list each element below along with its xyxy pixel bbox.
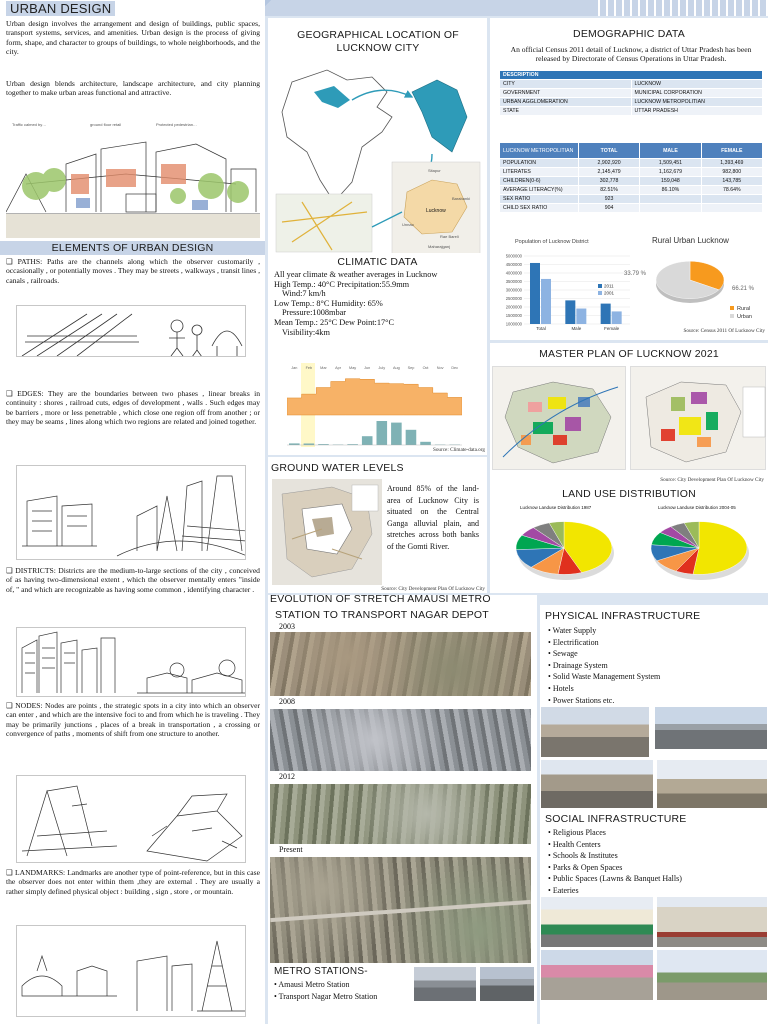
evolution-title-2: STATION TO TRANSPORT NAGAR DEPOT [275, 609, 489, 621]
legend-label: Rural [737, 306, 751, 312]
precipitation-bar [377, 421, 388, 445]
table-cell: 1,509,451 [640, 159, 701, 168]
table-cell: AVERAGE LITERACY(%) [500, 186, 579, 195]
table-cell: 159,048 [640, 177, 701, 186]
month-label: Jan [291, 366, 298, 370]
nodes-description: NODES: Nodes are points , the strategic spots in a city into which an observer can enter , and which are the intensive foci to and from which he is traveling . They may be primarily junctions , places of a break in transportation , a crossing or convergence of paths , moments of shift from one structure to another. [6, 701, 260, 739]
legend-swatch [730, 314, 734, 318]
map-label-raebareli: Rae Bareli [440, 234, 459, 239]
description-table [499, 70, 763, 116]
population-chart-title: Population of Lucknow District [515, 239, 589, 245]
table-cell: CHILD SEX RATIO [500, 204, 579, 213]
metro-title: METRO STATIONS- [274, 966, 368, 977]
bar-male-2011 [565, 300, 575, 324]
table-cell: 86.10% [640, 186, 701, 195]
bar-male-2001 [576, 309, 586, 324]
edges-description: EDGES: They are the boundaries between two phases , linear breaks in continuity : shores , railroad cuts, edges of development , walls . Such edges may be barriers , more or less penetrable , which close one region off from another ; or they may be seams , lines along which two regions are related and joined together. [6, 389, 260, 427]
bar-total-2011 [530, 263, 540, 324]
climate-line-5: Pressure:1008mbar [282, 308, 347, 318]
urban-street-sketch [6, 114, 260, 238]
edges-sketch [16, 465, 246, 560]
list-item: • Sewage [548, 648, 660, 660]
social-title: SOCIAL INFRASTRUCTURE [545, 813, 687, 825]
precipitation-bar [406, 430, 417, 445]
svg-text:Traffic calmed by…: Traffic calmed by… [12, 122, 47, 127]
map-label-lucknow: Lucknow [426, 208, 446, 214]
desc-value: MUNICIPAL CORPORATION [631, 89, 763, 98]
list-item: • Hotels [548, 683, 660, 695]
satellite-present [270, 857, 531, 963]
list-item: • Amausi Metro Station [274, 979, 377, 991]
legend-swatch [598, 284, 602, 288]
tick-label: 2000000 [505, 304, 522, 310]
tick-label: 3500000 [505, 279, 522, 284]
legend-label: Urban [737, 314, 752, 320]
social-list [548, 827, 682, 897]
paths-sketch [16, 305, 246, 357]
list-item: • Electrification [548, 637, 660, 649]
legend-label: 2001 [604, 290, 615, 296]
pie-2004-title: Lucknow Landuse Distribution 2004-05 [658, 505, 736, 510]
paths-description: PATHS: Paths are the channels along which the observer customarily , occasionally , or potentially moves . They may be streets , walkways , transit lines , canals , railroads. [6, 257, 260, 285]
legend-label: 2011 [604, 283, 614, 289]
master-plan-map-2 [630, 366, 766, 470]
climate-stats [274, 270, 484, 337]
precipitation-bar [289, 443, 300, 445]
year-label: 2012 [279, 772, 295, 781]
table-cell: 904 [578, 204, 639, 213]
list-item: • Health Centers [548, 839, 682, 851]
social-photo-3 [541, 950, 653, 1000]
land-use-pie-1987 [500, 512, 630, 588]
table-cell [701, 195, 762, 204]
table-cell: 302,778 [578, 177, 639, 186]
ground-water-text: Around 85% of the land-area of Lucknow City is situated on the Central Ganga alluvial plain, and stretches across both banks of the Gomti River. [387, 484, 479, 551]
pie-label: 33.79 % [624, 271, 647, 277]
tick-label: 4000000 [505, 270, 522, 276]
desc-value: LUCKNOW [631, 80, 763, 89]
climate-line-4: Low Temp.: 8°C Humidity: 65% [274, 298, 383, 308]
month-label: Apr [335, 366, 342, 370]
landmarks-description: LANDMARKS: Landmarks are another type of point-reference, but in this case the observer does not enter within them ,they are external . They are usually a rather simply defined physical object : building , sign , store , or mountain. [6, 868, 260, 896]
table-cell: CHILDREN(0-6) [500, 177, 579, 186]
india-map [272, 62, 482, 256]
map-label-barabanki: Barabanki [452, 196, 471, 201]
table-row [500, 168, 763, 177]
map-label-sitapur: Sitapur [428, 168, 441, 173]
table-header: FEMALE [701, 143, 762, 159]
table-cell: 923 [578, 195, 639, 204]
desc-key: GOVERNMENT [500, 89, 632, 98]
land-use-pie-2004 [635, 512, 765, 588]
satellite-2012 [270, 784, 531, 844]
month-label: Oct [422, 366, 429, 370]
table-cell [701, 204, 762, 213]
list-item: • Water Supply [548, 625, 660, 637]
checkbox-icon: ❑ [6, 701, 16, 710]
month-label: May [349, 366, 357, 370]
pie-label: 66.21 % [732, 286, 755, 292]
climate-line-3: Wind:7 km/h [282, 289, 326, 299]
geo-title: GEOGRAPHICAL LOCATION OF LUCKNOW CITY [297, 29, 459, 54]
climate-source: Source: Climate-data.org [432, 447, 485, 453]
landmarks-sketch [16, 925, 246, 1017]
table-cell [640, 204, 701, 213]
list-item: • Parks & Open Spaces [548, 862, 682, 874]
table-cell: 2,145,479 [578, 168, 639, 177]
climate-title: CLIMATIC DATA [337, 256, 418, 268]
climate-line-6: Mean Temp.: 25°C Dew Point:17°C [274, 317, 394, 327]
demographic-source: Source: Census 2011 Of Lucknow City [683, 328, 765, 334]
table-cell: 1,393,469 [701, 159, 762, 168]
desc-value: UTTAR PRADESH [631, 107, 763, 116]
checkbox-icon: ❑ [6, 389, 18, 398]
bar-female-2011 [601, 304, 611, 324]
districts-description: DISTRICTS: Districts are the medium-to-large sections of the city , conceived of as having two-dimensional extent , which the observer mentally enters "inside of, " and which are recognizable as having some common , identifying character . [6, 566, 260, 594]
list-item: • Religious Places [548, 827, 682, 839]
table-cell: 1,162,679 [640, 168, 701, 177]
pie-1987-title: Lucknow Landuse Distribution 1987 [520, 505, 592, 510]
edges-text [6, 389, 260, 427]
list-item: • Eateries [548, 885, 682, 897]
satellite-2008 [270, 709, 531, 771]
infra-photo-3 [541, 760, 653, 808]
table-cell: 82.51% [578, 186, 639, 195]
master-plan-map-1 [492, 366, 626, 470]
precipitation-bar [420, 442, 431, 445]
social-photo-2 [657, 897, 767, 947]
table-header: TOTAL [578, 143, 639, 159]
desc-key: URBAN AGGLOMERATION [500, 98, 632, 107]
master-plan-source: Source: City Development Plan Of Lucknow City [660, 477, 764, 483]
header-stripes [598, 0, 768, 16]
checkbox-icon: ❑ [6, 566, 16, 575]
bar-total-2001 [541, 279, 551, 324]
elements-title: ELEMENTS OF URBAN DESIGN [0, 241, 265, 255]
table-cell: 78.64% [701, 186, 762, 195]
map-label-unnao: Unnao [402, 222, 414, 227]
infra-photo-2 [655, 707, 767, 749]
demographic-intro: An official Census 2011 detail of Lucknow, a district of Uttar Pradesh has been released by Directorate of Census Operations in Uttar Pradesh. [510, 45, 752, 64]
table-row [500, 177, 763, 186]
table-header: MALE [640, 143, 701, 159]
table-cell: 143,785 [701, 177, 762, 186]
landmarks-text [6, 868, 260, 896]
physical-list [548, 625, 660, 706]
precipitation-bar [362, 436, 373, 445]
table-cell [640, 195, 701, 204]
table-row [500, 159, 763, 168]
month-label: Feb [305, 366, 313, 370]
infra-photo-4 [657, 760, 767, 808]
legend-swatch [730, 306, 734, 310]
physical-title: PHYSICAL INFRASTRUCTURE [545, 610, 701, 622]
category-label: Total [536, 326, 546, 331]
year-label: 2003 [279, 622, 295, 631]
category-label: Male [571, 326, 582, 331]
urban-design-intro: Urban design involves the arrangement and design of buildings, public spaces, transport systems, services, and amenities. Urban design is the process of giving form, shape, and character to groups of buildings, to whole neighborhoods, and the city. [6, 19, 260, 57]
urban-design-title: URBAN DESIGN [6, 1, 115, 16]
list-item: • Solid Waste Management System [548, 671, 660, 683]
tick-label: 4500000 [505, 262, 522, 267]
tick-label: 3000000 [505, 287, 522, 293]
metro-list [274, 979, 377, 1002]
precipitation-bar [391, 423, 402, 445]
table-cell: 982,800 [701, 168, 762, 177]
month-label: Dec [451, 366, 459, 370]
category-label: Female [604, 326, 620, 331]
description-header: DESCRIPTION [500, 71, 763, 80]
table-row [500, 195, 763, 204]
desc-value: LUCKNOW METROPOLITIAN [631, 98, 763, 107]
tick-label: 5000000 [505, 253, 522, 259]
table-header: LUCKNOW METROPOLITIAN [500, 143, 579, 159]
population-chart [490, 246, 640, 332]
svg-text:Protected pedestrian…: Protected pedestrian… [156, 122, 197, 127]
social-photo-4 [657, 950, 767, 1000]
tick-label: 2500000 [505, 296, 522, 301]
year-label: Present [279, 845, 303, 854]
districts-sketch [16, 627, 246, 697]
rural-urban-pie [620, 248, 768, 328]
ground-water-source: Source: City Development Plan Of Lucknow City [381, 586, 485, 592]
list-item: • Power Stations etc. [548, 695, 660, 707]
table-cell: LITERATES [500, 168, 579, 177]
desc-key: CITY [500, 80, 632, 89]
demographic-title: DEMOGRAPHIC DATA [573, 28, 685, 40]
list-item: • Drainage System [548, 660, 660, 672]
table-row [500, 186, 763, 195]
nodes-sketch [16, 775, 246, 863]
infra-photo-1 [541, 707, 649, 757]
climate-line-7: Visibility:4km [282, 327, 330, 337]
month-label: Sep [407, 366, 415, 370]
list-item: • Schools & Institutes [548, 850, 682, 862]
evolution-title-1: EVOLUTION OF STRETCH AMAUSI METRO [270, 593, 491, 605]
desc-key: STATE [500, 107, 632, 116]
paths-text [6, 257, 260, 285]
climate-line-1: All year climate & weather averages in Lucknow [274, 270, 438, 279]
table-cell: 2,902,920 [578, 159, 639, 168]
svg-text:ground floor retail: ground floor retail [90, 122, 122, 127]
precipitation-bar [304, 443, 315, 445]
month-label: Jun [364, 366, 371, 370]
list-item: • Transport Nagar Metro Station [274, 991, 377, 1003]
month-label: Aug [392, 366, 400, 370]
rural-urban-title: Rural Urban Lucknow [652, 236, 729, 245]
legend-swatch [598, 291, 602, 295]
population-table [499, 142, 763, 213]
year-label: 2008 [279, 697, 295, 706]
ground-water-map [272, 479, 382, 585]
ground-water-title: GROUND WATER LEVELS [271, 462, 404, 474]
master-plan-title: MASTER PLAN OF LUCKNOW 2021 [539, 348, 719, 360]
metro-photo-2 [480, 967, 534, 1001]
checkbox-icon: ❑ [6, 868, 15, 877]
urban-design-intro-2: Urban design blends architecture, landscape architecture, and city planning together to make urban areas functional and attractive. [6, 79, 260, 98]
nodes-text [6, 701, 260, 739]
map-label-maharajganj: Maharajganj [428, 244, 451, 249]
table-cell: SEX RATIO [500, 195, 579, 204]
table-cell: POPULATION [500, 159, 579, 168]
table-row [500, 204, 763, 213]
districts-text [6, 566, 260, 594]
checkbox-icon: ❑ [6, 257, 18, 266]
list-item: • Public Spaces (Lawns & Banquet Halls) [548, 873, 682, 885]
satellite-2003 [270, 632, 531, 696]
month-label: Nov [436, 366, 444, 370]
month-label: July [378, 366, 386, 370]
month-label: Mar [320, 366, 327, 370]
climate-line-2: High Temp.: 40°C Precipitation:55.9mm [274, 279, 410, 289]
land-use-title: LAND USE DISTRIBUTION [562, 488, 696, 500]
climate-chart [287, 363, 462, 447]
tick-label: 1000000 [505, 321, 522, 327]
metro-photo-1 [414, 967, 476, 1001]
tick-label: 1500000 [505, 313, 522, 318]
social-photo-1 [541, 897, 653, 947]
